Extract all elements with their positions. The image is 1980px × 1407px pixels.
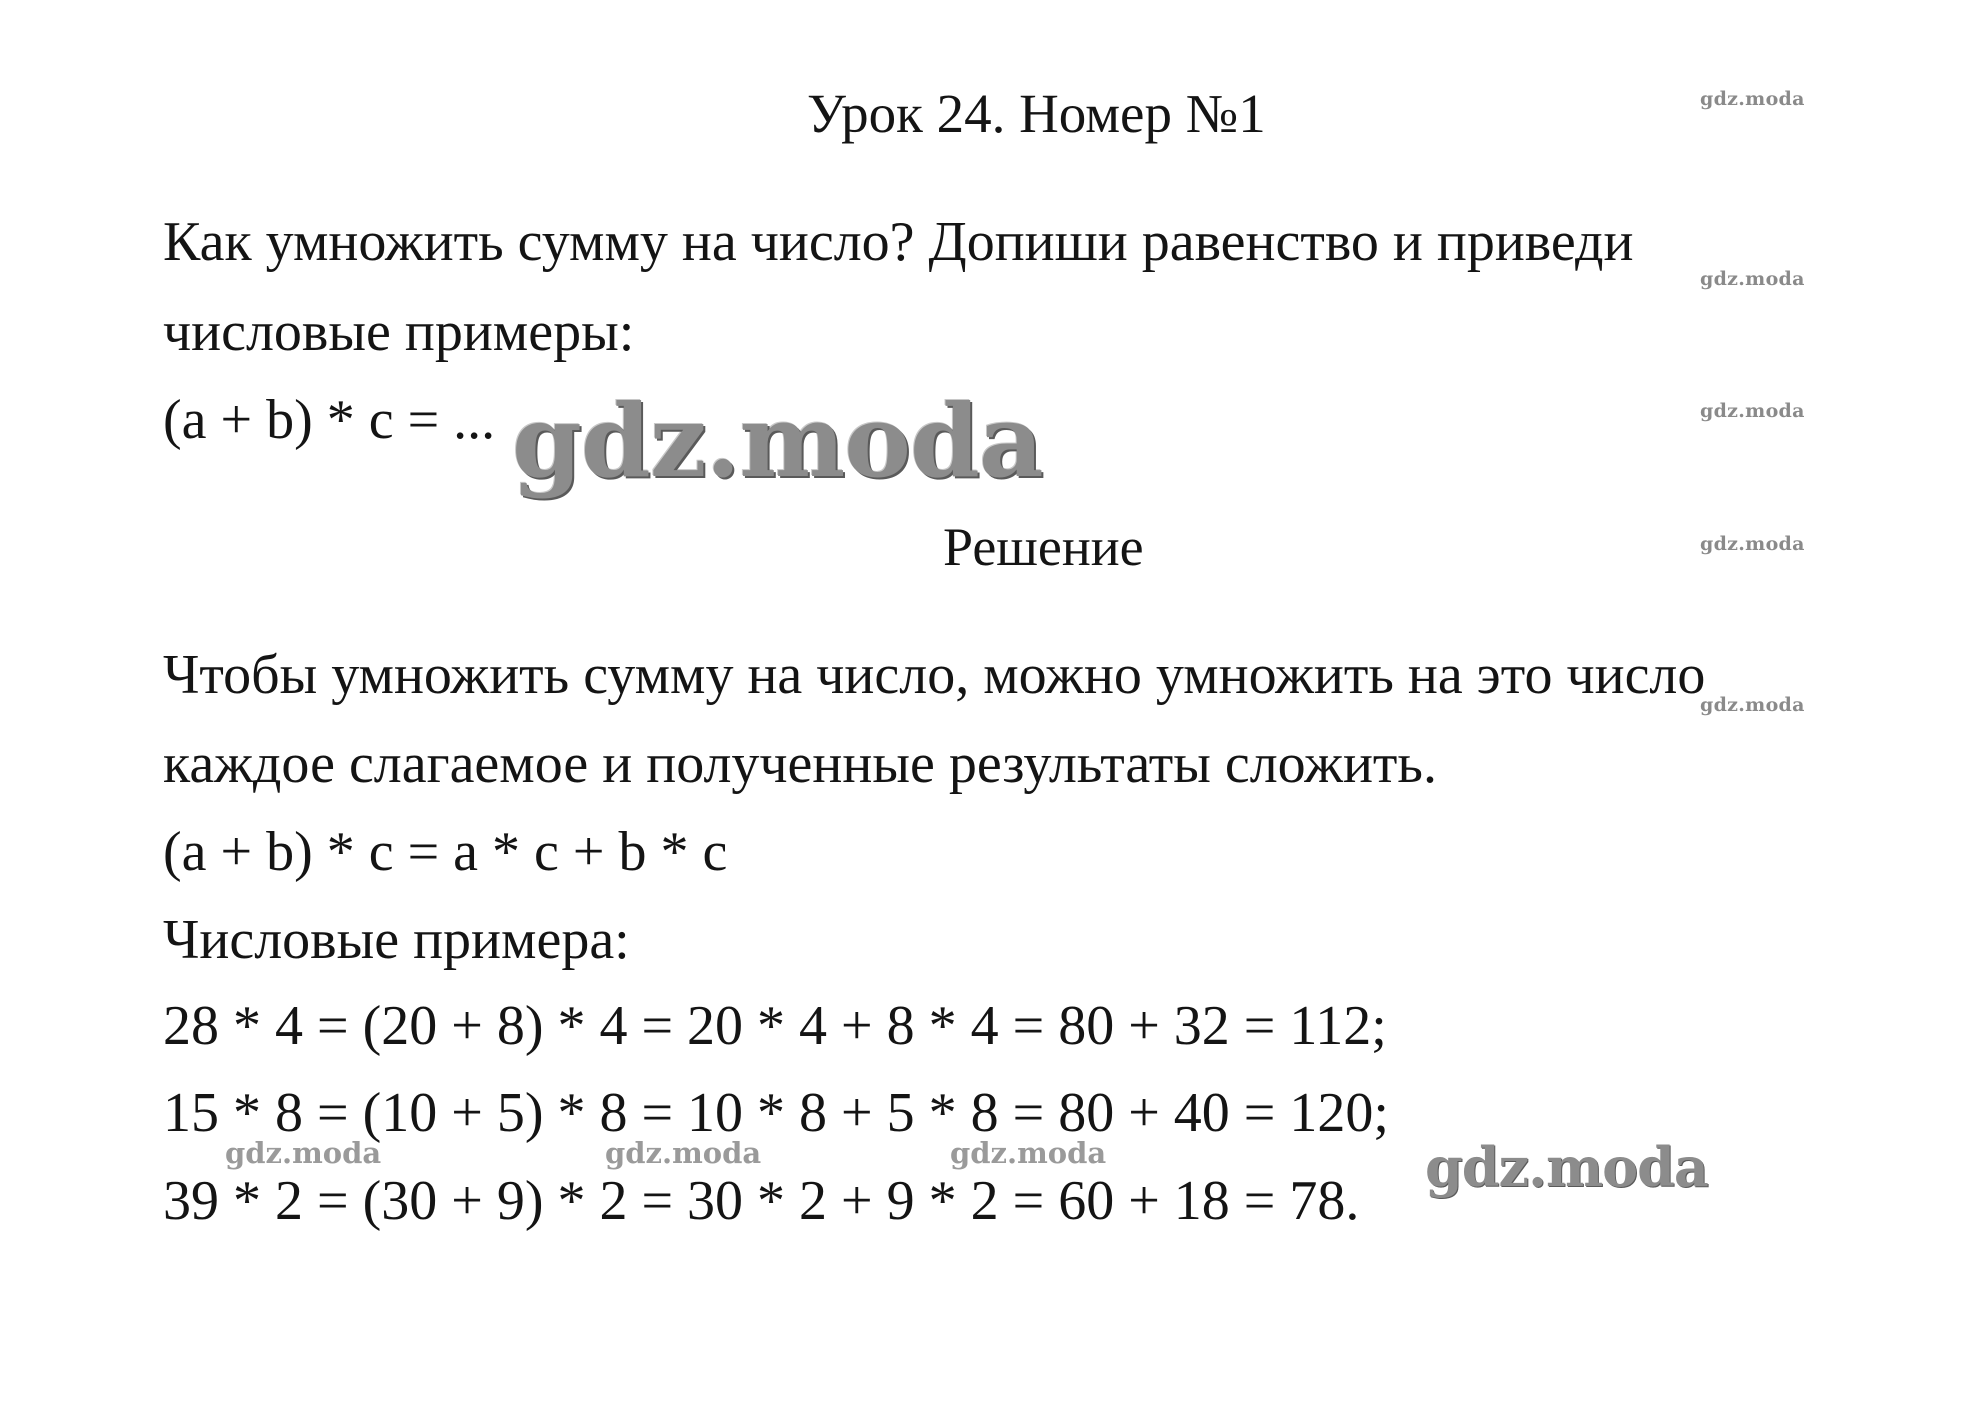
solution-heading: Решение xyxy=(943,517,1144,577)
question-line-2: числовые примеры: xyxy=(163,301,635,363)
example-line-2: 15 * 8 = (10 + 5) * 8 = 10 * 8 + 5 * 8 = 80 + 40 = 120; xyxy=(163,1082,1389,1144)
watermark: gdz.moda xyxy=(225,1136,382,1170)
watermark: gdz.moda xyxy=(950,1136,1107,1170)
answer-formula: (a + b) * c = a * c + b * c xyxy=(163,821,728,883)
watermark-logo: gdz.moda xyxy=(1425,1135,1708,1199)
watermark: gdz.moda xyxy=(1700,694,1805,716)
watermark: gdz.moda xyxy=(605,1136,762,1170)
answer-line-1: Чтобы умножить сумму на число, можно умножить на это число xyxy=(163,644,1706,706)
question-line-1: Как умножить сумму на число? Допиши равенство и приведи xyxy=(163,211,1634,273)
examples-label: Числовые примера: xyxy=(163,909,630,971)
watermark: gdz.moda xyxy=(1700,268,1805,290)
answer-line-2: каждое слагаемое и полученные результаты сложить. xyxy=(163,733,1437,795)
page-title: Урок 24. Номер №1 xyxy=(807,83,1266,144)
question-formula: (a + b) * c = ... xyxy=(163,389,496,451)
example-line-1: 28 * 4 = (20 + 8) * 4 = 20 * 4 + 8 * 4 = 80 + 32 = 112; xyxy=(163,995,1387,1057)
watermark: gdz.moda xyxy=(1700,88,1805,110)
watermark: gdz.moda xyxy=(1700,533,1805,555)
watermark: gdz.moda xyxy=(1700,400,1805,422)
watermark-logo: gdz.moda xyxy=(512,382,1043,500)
example-line-3: 39 * 2 = (30 + 9) * 2 = 30 * 2 + 9 * 2 = 60 + 18 = 78. xyxy=(163,1170,1360,1232)
